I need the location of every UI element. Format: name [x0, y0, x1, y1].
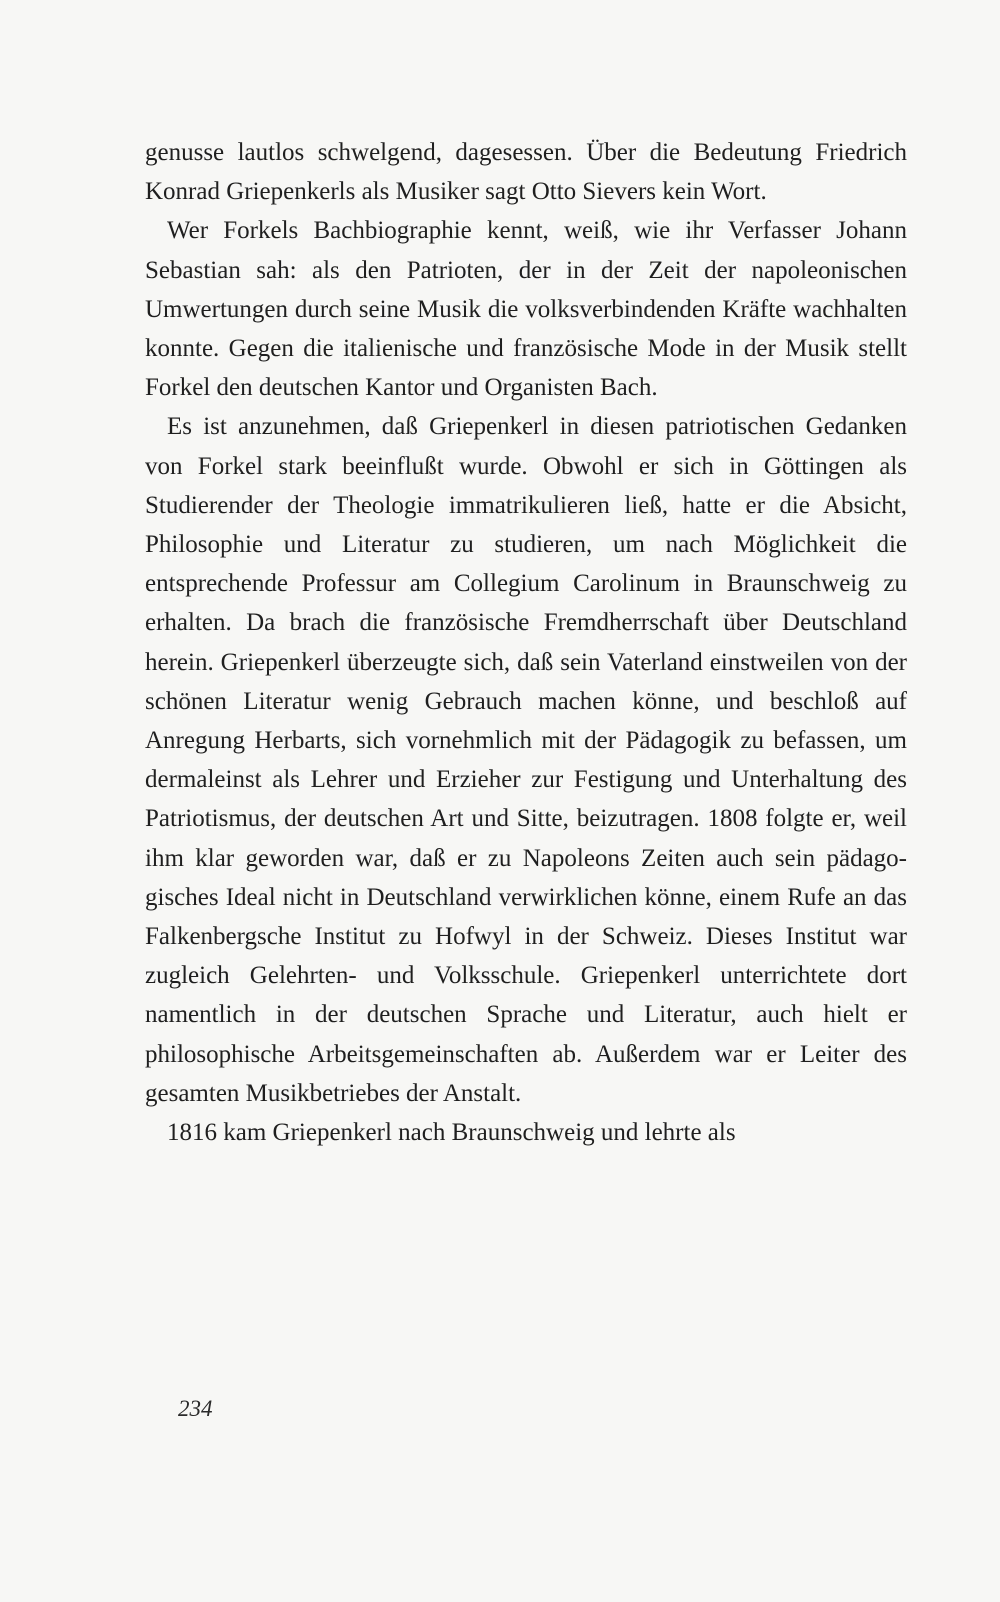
paragraph-4: 1816 kam Griepenkerl nach Braunschweig und lehrte als	[167, 1119, 736, 1147]
paragraph-1: genusse lautlos schwelgend, dagesessen. Über die Bedeutung Friedrich Konrad Griepenkerls als Musiker sagt Otto Sievers kein Wort.	[145, 139, 907, 206]
paragraph-2: Wer Forkels Bachbiographie kennt, weiß, wie ihr Verfasser Johann Sebastian sah: als den Patrioten, der in der Zeit der napoleonischen Umwertungen durch seine Musik die volksverbindenden Kräfte wachhalten konnte. Gegen die italienische und französische Mode in der Musik stellt Forkel den deutschen Kantor und Organisten Bach.	[145, 217, 907, 402]
page-number: 234	[178, 1396, 213, 1421]
paragraph-3: Es ist anzunehmen, daß Griepenkerl in diesen patriotischen Gedanken von Forkel stark beeinflußt wurde. Obwohl er sich in Göttingen als Studierender der Theologie immatrikulieren ließ, hatte er die Absicht, Philosophie und Literatur zu studieren, um nach Möglichkeit die entsprechende Professur am Collegium Carolinum in Braunschweig zu erhalten. Da brach die französische Fremdherrschaft über Deutschland herein. Griepenkerl überzeugte sich, daß sein Vaterland einstweilen von der schönen Literatur wenig Gebrauch machen könne, und beschloß auf Anregung Herbarts, sich vornehmlich mit der Pädagogik zu befassen, um dermaleinst als Lehrer und Erzieher zur Festigung und Unterhaltung des Patriotismus, der deutschen Art und Sitte, beizutragen. 1808 folgte er, weil ihm klar geworden war, daß er zu Napoleons Zeiten auch sein pädagogisches Ideal nicht in Deutschland verwirklichen könne, einem Rufe an das Falkenbergsche Institut zu Hofwyl in der Schweiz. Dieses Institut war zugleich Gelehrten- und Volksschule. Griepenkerl unterrichtete dort namentlich in der deutschen Sprache und Literatur, auch hielt er philosophische Arbeitsgemeinschaften ab. Außerdem war er Leiter des gesamten Musikbetriebes der Anstalt.	[145, 413, 907, 1107]
body-text	[145, 133, 907, 1152]
